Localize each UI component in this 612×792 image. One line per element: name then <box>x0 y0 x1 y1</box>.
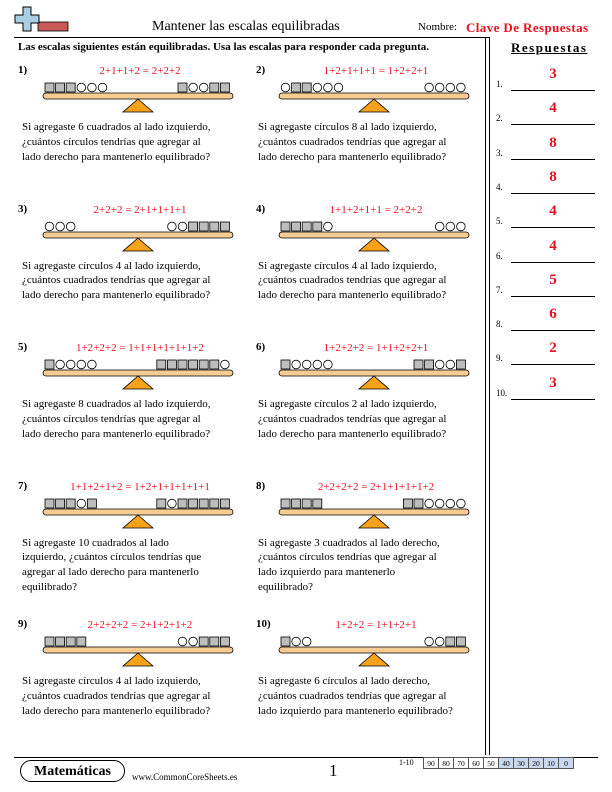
score-cell: 20 <box>528 757 544 769</box>
circle-weight <box>457 499 466 508</box>
square-weight <box>189 499 198 508</box>
square-weight <box>292 83 301 92</box>
score-range-label: 1-10 <box>399 758 414 767</box>
square-weight <box>425 360 434 369</box>
header-divider <box>14 37 489 38</box>
question-line: ¿cuántos cuadrados tendrías que agregar al <box>22 274 211 287</box>
score-cell: 0 <box>558 757 574 769</box>
square-weight <box>66 499 75 508</box>
beam <box>279 647 469 653</box>
square-weight <box>189 360 198 369</box>
problem-number: 3) <box>18 202 28 215</box>
circle-weight <box>457 83 466 92</box>
problem-number: 10) <box>256 618 271 630</box>
problem-question <box>22 674 236 718</box>
problem-question <box>22 397 236 441</box>
square-weight <box>77 637 86 646</box>
circle-weight <box>324 222 333 231</box>
balance-scale <box>42 350 234 392</box>
question-line: lado izquierdo para mantenerlo <box>258 566 396 579</box>
instructions: Las escalas siguientes están equilibradas. Usa las escalas para responder cada pregunta. <box>18 41 430 53</box>
square-weight <box>210 499 219 508</box>
question-line: izquierdo, ¿cuántos círculos tendrías que <box>22 551 202 564</box>
score-table <box>424 757 574 769</box>
answer-line <box>511 227 595 228</box>
problem-number: 1) <box>18 64 28 76</box>
balance-scale <box>278 73 470 115</box>
balance-scale <box>42 627 234 669</box>
circle-weight <box>168 222 177 231</box>
square-weight <box>281 499 290 508</box>
answer-number: 5. <box>496 216 503 227</box>
answer-number: 1. <box>496 79 503 89</box>
question-line: lado derecho para mantenerlo equilibrado? <box>22 704 211 717</box>
score-cell: 10 <box>543 757 559 769</box>
answer-number: 4. <box>496 181 503 192</box>
circle-weight <box>199 83 208 92</box>
answer-number: 10. <box>496 387 508 398</box>
square-weight <box>178 499 187 508</box>
circle-weight <box>324 83 333 92</box>
problem-equation: 1+2+2+2 = 1+1+2+2+1 <box>323 342 429 354</box>
circle-weight <box>446 499 455 508</box>
square-weight <box>56 637 65 646</box>
square-weight <box>178 83 187 92</box>
circle-weight <box>56 360 65 369</box>
answer-line <box>511 90 595 91</box>
answer-number: 9. <box>496 353 503 364</box>
circle-weight <box>435 637 444 646</box>
circle-weight <box>66 222 75 231</box>
beam <box>43 509 233 515</box>
answer-number: 2. <box>496 113 503 124</box>
square-weight <box>45 499 54 508</box>
answer-line <box>511 399 595 400</box>
square-weight <box>292 222 301 231</box>
name-value: Clave De Respuestas <box>466 20 589 35</box>
circle-weight <box>77 499 86 508</box>
square-weight <box>56 83 65 92</box>
square-weight <box>302 499 311 508</box>
square-weight <box>313 222 322 231</box>
square-weight <box>178 360 187 369</box>
square-weight <box>220 637 229 646</box>
balance-scale <box>278 212 470 254</box>
question-line: Si agregaste 8 cuadrados al lado izquierdo, <box>22 398 211 410</box>
square-weight <box>281 360 290 369</box>
score-cell: 70 <box>453 757 469 769</box>
answer-line <box>511 193 595 194</box>
question-line: lado derecho para mantenerlo equilibrado? <box>22 427 211 440</box>
answer-line <box>511 159 595 160</box>
square-weight <box>189 222 198 231</box>
problem-question <box>258 397 472 441</box>
circle-weight <box>292 360 301 369</box>
question-line: agregar al lado derecho para mantenerlo <box>22 566 199 579</box>
square-weight <box>210 222 219 231</box>
fulcrum-icon <box>359 515 389 528</box>
answers-column-divider <box>489 37 490 755</box>
answer-line <box>511 364 595 365</box>
circle-weight <box>56 222 65 231</box>
square-weight <box>456 360 465 369</box>
square-weight <box>167 360 176 369</box>
answers-title: Respuestas <box>511 40 588 55</box>
fulcrum-icon <box>123 653 153 666</box>
balance-scale <box>42 73 234 115</box>
circle-weight <box>435 222 444 231</box>
question-line: ¿cuántos círculos tendrías que agregar al <box>258 551 437 564</box>
beam <box>279 509 469 515</box>
problem-number: 4) <box>256 202 266 215</box>
fulcrum-icon <box>359 376 389 389</box>
answer-line <box>511 124 595 125</box>
problem-number: 8) <box>256 479 266 492</box>
answers-column-divider <box>485 37 486 755</box>
square-weight <box>210 83 219 92</box>
brand-badge: Matemáticas <box>20 760 125 782</box>
website-link[interactable]: www.CommonCoreSheets.es <box>132 772 238 782</box>
problem-equation: 1+2+1+1+1 = 1+2+2+1 <box>323 65 429 77</box>
problem-question <box>22 259 236 303</box>
problem-question <box>258 674 472 718</box>
question-line: lado derecho para mantenerlo equilibrado? <box>258 150 447 163</box>
problem-question <box>258 259 472 303</box>
circle-weight <box>425 637 434 646</box>
answer-number: 8. <box>496 319 503 330</box>
fulcrum-icon <box>123 515 153 528</box>
answer-value: 3 <box>549 374 557 391</box>
fulcrum-icon <box>123 99 153 112</box>
question-line: equilibrado? <box>22 580 77 593</box>
circle-weight <box>178 222 187 231</box>
square-weight <box>45 83 54 92</box>
problem-number: 6) <box>256 341 266 353</box>
problem-equation: 1+2+2 = 1+1+2+1 <box>335 619 417 631</box>
answer-value: 8 <box>549 168 557 185</box>
circle-weight <box>77 360 86 369</box>
square-weight <box>87 499 96 508</box>
square-weight <box>210 637 219 646</box>
fulcrum-icon <box>359 99 389 112</box>
question-line: lado derecho para mantenerlo equilibrado? <box>22 150 211 163</box>
name-label: Nombre: <box>418 21 458 33</box>
square-weight <box>199 637 208 646</box>
answer-value: 6 <box>549 306 557 323</box>
problem-number: 2) <box>256 64 266 76</box>
square-weight <box>456 637 465 646</box>
circle-weight <box>313 360 322 369</box>
circle-weight <box>446 83 455 92</box>
question-line: lado derecho para mantenerlo equilibrado? <box>258 289 447 302</box>
answer-value: 5 <box>549 271 557 288</box>
problem-equation: 2+2+2 = 2+1+1+1+1 <box>93 203 187 216</box>
question-line: lado derecho para mantenerlo equilibrado? <box>258 427 447 440</box>
answer-number: 6. <box>496 250 503 261</box>
square-weight <box>199 222 208 231</box>
fulcrum-icon <box>123 376 153 389</box>
circle-weight <box>88 360 97 369</box>
circle-weight <box>45 222 54 231</box>
question-line: Si agregaste círculos 4 al lado izquierdo, <box>22 675 201 687</box>
worksheet-title: Mantener las escalas equilibradas <box>152 19 340 34</box>
circle-weight <box>189 83 198 92</box>
question-line: Si agregaste círculos 2 al lado izquierdo, <box>258 398 437 410</box>
balance-scale <box>278 489 470 531</box>
balance-scale <box>42 212 234 254</box>
beam <box>43 647 233 653</box>
circle-weight <box>302 360 311 369</box>
question-line: ¿cuántos cuadrados tendrías que agregar al <box>258 274 447 287</box>
circle-weight <box>168 499 177 508</box>
problem-question <box>258 120 472 164</box>
balance-scale <box>278 627 470 669</box>
beam <box>43 370 233 376</box>
circle-weight <box>425 83 434 92</box>
square-weight <box>446 637 455 646</box>
circle-weight <box>324 360 333 369</box>
answer-number: 7. <box>496 284 503 295</box>
circle-weight <box>189 637 198 646</box>
question-line: Si agregaste círculos 4 al lado izquierdo, <box>22 259 201 272</box>
problem-equation: 2+1+1+2 = 2+2+2 <box>99 65 181 77</box>
square-weight <box>157 499 166 508</box>
circle-weight <box>221 360 230 369</box>
square-weight <box>220 83 229 92</box>
answer-value: 8 <box>549 134 557 151</box>
square-weight <box>220 499 229 508</box>
square-weight <box>281 637 290 646</box>
problem-number: 7) <box>18 479 28 492</box>
question-line: equilibrado? <box>258 580 313 593</box>
question-line: Si agregaste 3 cuadrados al lado derecho, <box>258 536 440 549</box>
circle-weight <box>302 637 311 646</box>
question-line: lado derecho para mantenerlo equilibrado? <box>22 289 211 302</box>
question-line: Si agregaste 6 círculos al lado derecho, <box>258 675 430 687</box>
problem-equation: 1+1+2+1+2 = 1+2+1+1+1+1+1 <box>70 480 210 493</box>
answer-value: 2 <box>549 340 557 357</box>
circle-weight <box>281 83 290 92</box>
balance-scale <box>42 489 234 531</box>
question-line: ¿cuántos círculos tendrías que agregar al <box>22 412 201 425</box>
answer-number: 3. <box>496 147 503 158</box>
answer-value: 4 <box>549 203 557 220</box>
circle-weight <box>77 83 86 92</box>
square-weight <box>414 360 423 369</box>
question-line: ¿cuántos círculos tendrías que agregar al <box>22 135 201 148</box>
circle-weight <box>98 83 107 92</box>
beam <box>279 370 469 376</box>
question-line: ¿cuántos cuadrados tendrías que agregar al <box>258 689 447 702</box>
square-weight <box>220 222 229 231</box>
question-line: Si agregaste círculos 8 al lado izquierdo, <box>258 121 437 133</box>
page-number: 1 <box>329 761 338 780</box>
circle-weight <box>334 83 343 92</box>
answer-value: 3 <box>549 66 557 82</box>
square-weight <box>302 83 311 92</box>
problem-question <box>22 536 236 595</box>
square-weight <box>302 222 311 231</box>
square-weight <box>66 83 75 92</box>
plus-minus-logo-icon <box>14 4 72 34</box>
square-weight <box>414 499 423 508</box>
score-cell: 60 <box>468 757 484 769</box>
answer-line <box>511 296 595 297</box>
square-weight <box>292 499 301 508</box>
circle-weight <box>435 360 444 369</box>
answer-line <box>511 330 595 331</box>
question-line: Si agregaste 10 cuadrados al lado <box>22 536 169 549</box>
score-cell: 40 <box>498 757 514 769</box>
square-weight <box>157 360 166 369</box>
question-line: ¿cuántos cuadrados tendrías que agregar al <box>258 412 447 425</box>
circle-weight <box>435 499 444 508</box>
problem-number: 5) <box>18 341 28 353</box>
circle-weight <box>313 83 322 92</box>
problem-question <box>22 120 236 164</box>
answer-line <box>511 262 595 263</box>
circle-weight <box>66 360 75 369</box>
fulcrum-icon <box>359 653 389 666</box>
question-line: ¿cuántos cuadrados tendrías que agregar al <box>22 689 211 702</box>
score-cell: 90 <box>423 757 439 769</box>
circle-weight <box>446 360 455 369</box>
square-weight <box>403 499 412 508</box>
beam <box>43 93 233 99</box>
fulcrum-icon <box>359 238 389 251</box>
problem-equation: 1+2+2+2 = 1+1+1+1+1+1+2 <box>75 342 205 354</box>
circle-weight <box>178 637 187 646</box>
answer-value: 4 <box>549 237 557 254</box>
square-weight <box>313 499 322 508</box>
balance-scale <box>278 350 470 392</box>
question-line: Si agregaste círculos 4 al lado izquierdo, <box>258 259 437 272</box>
problem-number: 9) <box>18 618 28 630</box>
square-weight <box>210 360 219 369</box>
problem-question <box>258 536 472 595</box>
answer-value: 4 <box>549 100 557 117</box>
square-weight <box>45 637 54 646</box>
square-weight <box>66 637 75 646</box>
question-line: lado izquierdo para mantenerlo equilibrado? <box>258 704 453 717</box>
beam <box>279 93 469 99</box>
circle-weight <box>446 222 455 231</box>
problem-equation: 2+2+2+2 = 2+1+2+1+2 <box>87 619 193 631</box>
square-weight <box>56 499 65 508</box>
problem-equation: 2+2+2+2 = 2+1+1+1+1+2 <box>317 480 435 493</box>
square-weight <box>199 360 208 369</box>
problem-equation: 1+1+2+1+1 = 2+2+2 <box>329 203 423 216</box>
score-cell: 30 <box>513 757 529 769</box>
score-cell: 80 <box>438 757 454 769</box>
circle-weight <box>425 499 434 508</box>
circle-weight <box>88 83 97 92</box>
beam <box>43 232 233 238</box>
fulcrum-icon <box>123 238 153 251</box>
square-weight <box>45 360 54 369</box>
question-line: Si agregaste 6 cuadrados al lado izquierdo, <box>22 121 211 133</box>
square-weight <box>199 499 208 508</box>
circle-weight <box>457 222 466 231</box>
square-weight <box>281 222 290 231</box>
circle-weight <box>435 83 444 92</box>
circle-weight <box>292 637 301 646</box>
question-line: ¿cuántos cuadrados tendrías que agregar al <box>258 135 447 148</box>
beam <box>279 232 469 238</box>
score-cell: 50 <box>483 757 499 769</box>
